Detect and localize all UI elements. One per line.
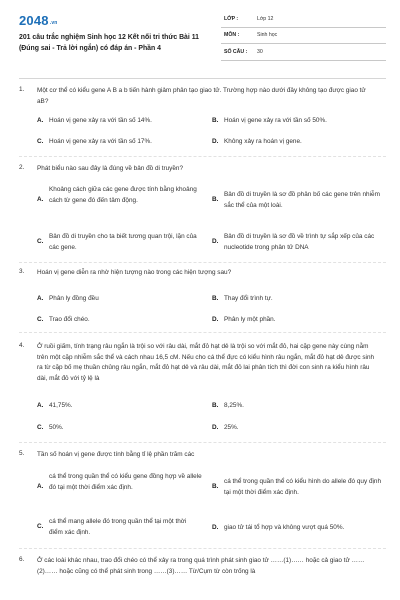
- option-text: Trao đổi chéo.: [49, 316, 90, 323]
- option-c[interactable]: [37, 517, 202, 538]
- question-text: Một cơ thể có kiểu gene A B a b tiến hành giảm phân tạo giao tử. Trường hợp nào dưới đây không tạo được giao tử aB?: [37, 87, 366, 105]
- question-divider: [19, 332, 386, 333]
- option-text: 50%.: [49, 424, 64, 431]
- question-text: Ở ruồi giấm, tính trạng râu ngắn là trội so với râu dài, mắt đỏ hạt dẻ là trội so với mắt đỏ, hai cặp gene này cùng nằm trên một cặp nhiễm sắc thể và cách nhau 16,5 cM. Nếu cho cá thể đực có kiểu hình râu ngắn, mắt đỏ hạt dẻ được sinh ra từ cặp bố mẹ thuần chủng râu ngắn, mắt đỏ hạt dẻ và râu dài, mắt đỏ lai phân tích thì đời con sinh ra kiểu hình râu dài, mắt đỏ với tỷ lệ là: [37, 343, 375, 382]
- option-letter: D.: [212, 424, 219, 431]
- meta-value: Lớp 12: [257, 15, 274, 22]
- site-logo[interactable]: [19, 13, 58, 28]
- option-letter: B.: [212, 402, 219, 409]
- option-text: Bản đồ di truyền là sơ đồ về trình tự sắp xếp của các nucleotide trong phân tử DNA: [224, 233, 375, 251]
- question-5: [19, 450, 386, 546]
- option-b[interactable]: [212, 401, 382, 412]
- question-4: [19, 342, 386, 442]
- question-text: Phát biểu nào sau đây là đúng về bản đồ di truyền?: [37, 165, 184, 172]
- option-text: Hoán vị gene xảy ra với tần số 17%.: [49, 138, 152, 145]
- meta-table: [221, 11, 386, 61]
- option-letter: B.: [212, 196, 219, 203]
- option-letter: A.: [37, 402, 44, 409]
- option-text: Hoán vị gene xảy ra với tần số 14%.: [49, 117, 152, 124]
- option-text: cá thể mang allele đó trong quần thể tại một thời điểm xác định.: [49, 518, 187, 536]
- logo-suffix: .vn: [49, 20, 58, 26]
- option-letter: B.: [212, 483, 219, 490]
- option-letter: A.: [37, 295, 44, 302]
- option-letter: C.: [37, 316, 44, 323]
- option-text: Hoán vị gene xảy ra với tần số 50%.: [224, 117, 327, 124]
- option-a[interactable]: [37, 185, 202, 206]
- option-text: 8,25%.: [224, 402, 244, 409]
- question-divider: [19, 156, 386, 157]
- option-c[interactable]: [37, 423, 207, 434]
- option-letter: C.: [37, 424, 44, 431]
- option-b[interactable]: [212, 116, 382, 127]
- option-b[interactable]: [212, 190, 382, 211]
- option-a[interactable]: [37, 294, 207, 305]
- option-d[interactable]: [212, 423, 382, 434]
- option-d[interactable]: [212, 232, 384, 253]
- option-text: Phân ly một phần.: [224, 316, 276, 323]
- option-c[interactable]: [37, 315, 207, 326]
- option-letter: A.: [37, 483, 44, 490]
- option-letter: C.: [37, 523, 44, 530]
- option-letter: D.: [212, 138, 219, 145]
- question-number: 4.: [19, 342, 25, 349]
- question-3: [19, 268, 386, 330]
- question-6: [19, 556, 386, 596]
- option-text: Thay đổi trình tự.: [224, 295, 273, 302]
- option-text: giao tử tái tổ hợp và không vượt quá 50%.: [224, 524, 345, 531]
- meta-label: SỐ CÂU :: [224, 48, 248, 55]
- option-d[interactable]: [212, 137, 382, 148]
- meta-value: 30: [257, 48, 263, 55]
- document-title: 201 câu trắc nghiệm Sinh học 12 Kết nối tri thức Bài 11 (Đúng sai - Trả lời ngắn) có đáp án - Phần 4: [19, 34, 199, 52]
- question-number: 3.: [19, 268, 25, 275]
- option-c[interactable]: [37, 232, 202, 253]
- header-divider: [19, 78, 386, 79]
- meta-label: MÔN :: [224, 32, 240, 39]
- option-a[interactable]: [37, 116, 207, 127]
- question-number: 6.: [19, 556, 25, 563]
- question-text: Hoán vị gene diễn ra nhờ hiện tượng nào trong các hiện tượng sau?: [37, 269, 232, 276]
- option-letter: C.: [37, 138, 44, 145]
- option-d[interactable]: [212, 315, 382, 326]
- question-number: 2.: [19, 164, 25, 171]
- question-1: [19, 86, 386, 156]
- meta-row-class: [221, 11, 386, 28]
- option-letter: A.: [37, 117, 44, 124]
- option-letter: B.: [212, 295, 219, 302]
- option-text: Bản đồ di truyền là sơ đồ phân bố các gene trên nhiễm sắc thể của một loài.: [224, 191, 380, 209]
- option-text: 41,75%.: [49, 402, 73, 409]
- option-text: Phân ly đồng đều: [49, 295, 99, 302]
- option-text: 25%.: [224, 424, 239, 431]
- logo-text: 2048: [19, 13, 49, 28]
- question-divider: [19, 262, 386, 263]
- option-letter: D.: [212, 524, 219, 531]
- option-c[interactable]: [37, 137, 207, 148]
- option-text: Không xảy ra hoán vị gene.: [224, 138, 302, 145]
- option-letter: B.: [212, 117, 219, 124]
- option-text: Khoảng cách giữa các gene được tính bằng khoảng cách từ gene đó đến tâm động.: [49, 186, 197, 204]
- option-text: cá thể trong quần thể có kiểu gene đồng hợp về allele đó tại một thời điểm xác định.: [49, 473, 202, 491]
- option-letter: D.: [212, 238, 219, 245]
- option-letter: A.: [37, 196, 44, 203]
- option-a[interactable]: [37, 472, 202, 493]
- question-text: Tần số hoán vị gene được tính bằng tỉ lệ phần trăm các: [37, 451, 195, 458]
- question-number: 5.: [19, 450, 25, 457]
- option-text: cá thể trong quần thể có kiểu hình do allele đó quy định tại một thời điểm xác định.: [224, 478, 382, 496]
- option-text: Bản đồ di truyền cho ta biết tương quan trội, lặn của các gene.: [49, 233, 197, 251]
- question-text: Ở các loài khác nhau, trao đổi chéo có thể xảy ra trong quá trình phát sinh giao tử ……(1)…… hoặc cả giao tử ……(2)…… hoặc cũng có thể phát sinh trong ……(3)…… Từ/Cụm từ còn trống là: [37, 557, 365, 575]
- meta-row-subject: [221, 28, 386, 45]
- option-letter: D.: [212, 316, 219, 323]
- meta-value: Sinh học: [257, 32, 278, 39]
- question-divider: [19, 548, 386, 549]
- question-divider: [19, 442, 386, 443]
- option-d[interactable]: [212, 523, 382, 534]
- option-a[interactable]: [37, 401, 207, 412]
- question-2: [19, 164, 386, 264]
- question-number: 1.: [19, 86, 25, 93]
- meta-row-count: [221, 44, 386, 61]
- option-b[interactable]: [212, 477, 382, 498]
- meta-label: LỚP :: [224, 15, 239, 22]
- option-letter: C.: [37, 238, 44, 245]
- option-b[interactable]: [212, 294, 382, 305]
